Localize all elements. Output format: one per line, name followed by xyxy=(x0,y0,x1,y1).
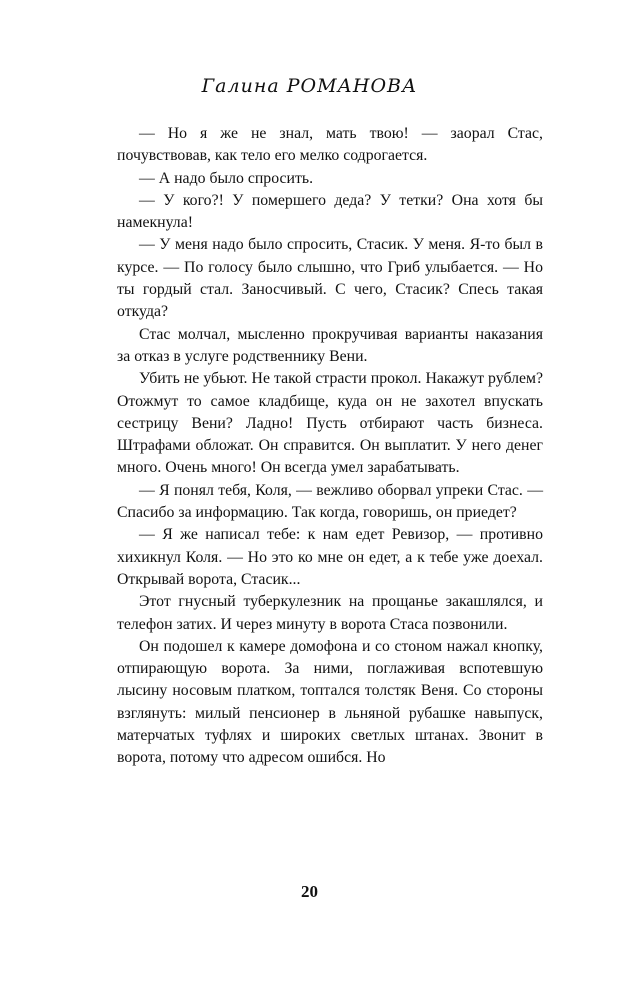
paragraph: — У меня надо было спросить, Стасик. У меня. Я-то был в курсе. — По голосу было слышно, что Гриб улыбается. — Но ты гордый стал. Заносчивый. С чего, Стасик? Спесь такая откуда? xyxy=(117,236,543,321)
paragraph: Этот гнусный туберкулезник на прощанье закашлялся, и телефон затих. И через минуту в ворота Стаса позвонили. xyxy=(117,593,543,633)
paragraph: — А надо было спросить. xyxy=(139,169,314,187)
body-text xyxy=(117,123,543,770)
paragraph: Убить не убьют. Не такой страсти прокол. Накажут рублем? Отожмут то самое кладбище, куда он не захотел впускать сестрицу Вени? Ладно! Пусть отбирают часть бизнеса. Штрафами обложат. Он справится. Он выплатит. У него денег много. Очень много! Он всегда умел зарабатывать. xyxy=(117,370,543,477)
paragraph: — Я понял тебя, Коля, — вежливо оборвал упреки Стас. — Спасибо за информацию. Так когда, говоришь, он приедет? xyxy=(117,481,543,522)
paragraph: — Я же написал тебе: к нам едет Ревизор, — противно хихикнул Коля. — Но это ко мне он едет, а к тебе уже доехал. Открывай ворота, Стасик... xyxy=(117,526,543,588)
paragraph: Он подошел к камере домофона и со стоном нажал кнопку, отпирающую ворота. За ними, поглаживая вспотевшую лысину носовым платком, топтался толстяк Веня. Со стороны взглянуть: милый пенсионер в льняной рубашке навыпуск, матерчатых туфлях и широких светлых штанах. Звонит в ворота, потому что адресом ошибся. Но xyxy=(117,637,543,767)
running-header: Галина РОМАНОВА xyxy=(201,75,418,97)
paragraph: — Но я же не знал, мать твою! — заорал Стас, почувствовав, как тело его мелко содрогается. xyxy=(117,125,543,165)
paragraph: Стас молчал, мысленно прокручивая варианты наказания за отказ в услуге родственнику Вени. xyxy=(117,325,543,365)
paragraph: — У кого?! У помершего деда? У тетки? Она хотя бы намекнула! xyxy=(117,191,543,232)
page-number: 20 xyxy=(301,882,318,901)
